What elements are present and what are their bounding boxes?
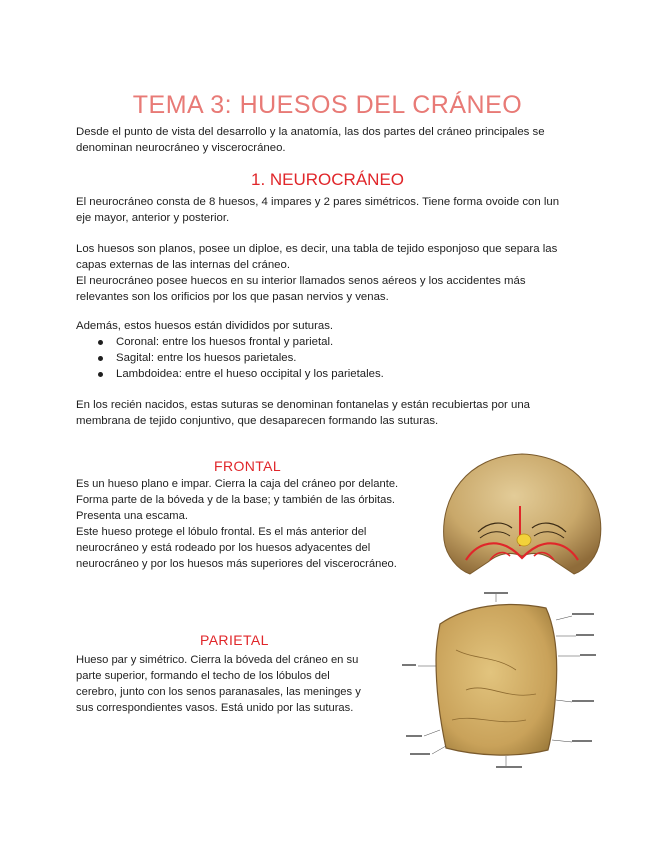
neurocraneo-paragraph-4 [76,397,586,429]
text-line: En los recién nacidos, estas suturas se denominan fontanelas y están recubiertas por una [76,399,530,411]
text-line: membrana de tejido conjuntivo, que desaparecen formando las suturas. [76,415,439,427]
intro-paragraph [76,124,586,156]
frontal-paragraph [76,476,436,572]
list-item: Coronal: entre los huesos frontal y parietal. [76,334,384,350]
intro-line: denominan neurocráneo y viscerocráneo. [76,142,286,154]
text-line: Es un hueso plano e impar. Cierra la caja del cráneo por delante. [76,478,399,490]
section-heading-neurocraneo: 1. NEUROCRÁNEO [250,170,405,189]
text-line: El neurocráneo posee huecos en su interior llamados senos aéreos y los accidentes más [76,275,526,287]
neurocraneo-paragraph-1 [76,194,586,226]
frontal-heading: FRONTAL [214,458,282,474]
text-line: eje mayor, anterior y posterior. [76,212,230,224]
parietal-heading: PARIETAL [200,632,269,648]
text-line: parte superior, formando el techo de los lóbulos del [76,670,330,682]
list-item: Sagital: entre los huesos parietales. [76,350,384,366]
page-title: TEMA 3: HUESOS DEL CRÁNEO [132,90,523,119]
frontal-bone-illustration [436,448,608,580]
text-line: capas externas de las internas del cráneo. [76,259,291,271]
parietal-paragraph [76,652,386,716]
text-line: Los huesos son planos, posee un diploe, es decir, una tabla de tejido esponjoso que separa las [76,243,558,255]
text-line: sus correspondientes vasos. Está unido por las suturas. [76,702,354,714]
text-line: relevantes son los orificios por los que pasan nervios y venas. [76,291,389,303]
intro-line: Desde el punto de vista del desarrollo y la anatomía, las dos partes del cráneo principales se [76,126,545,138]
text-line: Hueso par y simétrico. Cierra la bóveda del cráneo en su [76,654,359,666]
parietal-bone-illustration [396,590,608,772]
neurocraneo-paragraph-2 [76,241,586,305]
neurocraneo-paragraph-3: Además, estos huesos están divididos por suturas. [76,320,334,332]
text-line: neurocráneo y está rodeado por los huesos adyacentes del [76,542,371,554]
text-line: neurocráneo y por los huesos más superiores del viscerocráneo. [76,558,397,570]
text-line: Forma parte de la bóveda y de la base; y también de las órbitas. [76,494,396,506]
sutures-list [76,334,384,382]
text-line: cerebro, junto con los senos paranasales, las meninges y [76,686,361,698]
list-item: Lambdoidea: entre el hueso occipital y los parietales. [76,366,384,382]
text-line: El neurocráneo consta de 8 huesos, 4 impares y 2 pares simétricos. Tiene forma ovoide con lun [76,196,560,208]
text-line: Este hueso protege el lóbulo frontal. Es el más anterior del [76,526,367,538]
text-line: Presenta una escama. [76,510,188,522]
